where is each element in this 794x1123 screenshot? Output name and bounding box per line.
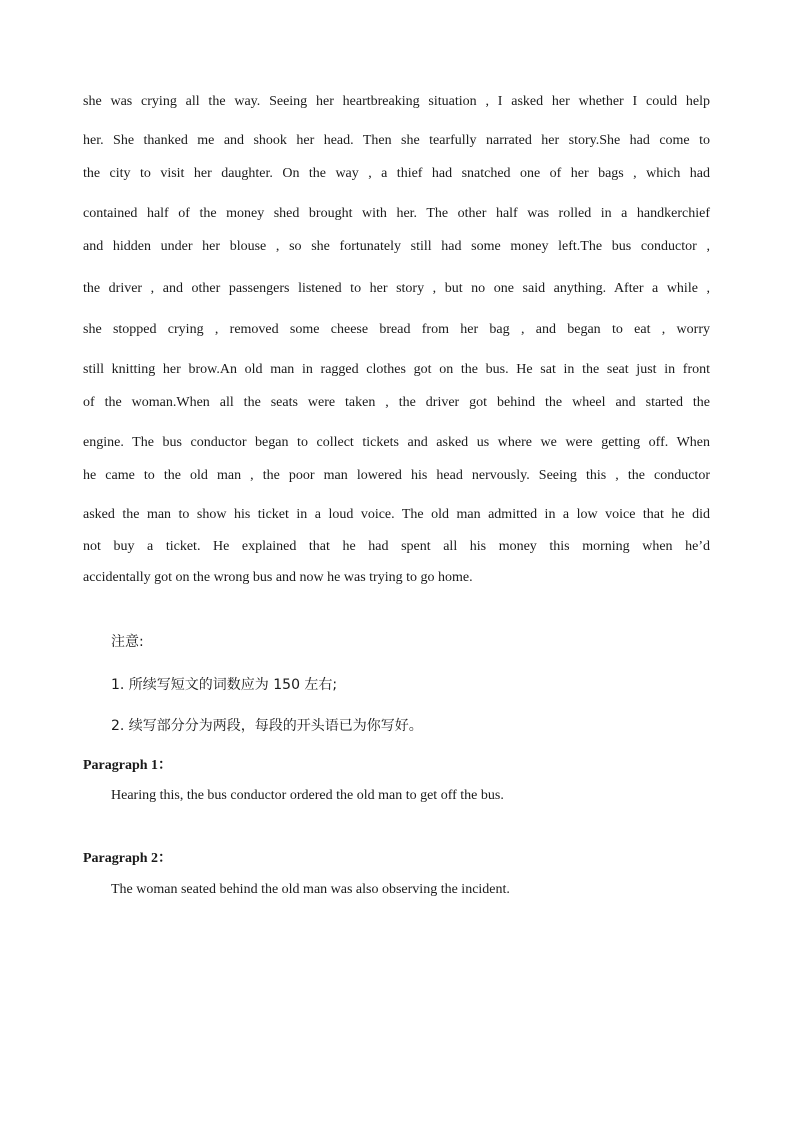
paragraph-1-starter: Hearing this, the bus conductor ordered the old man to get off the bus. bbox=[111, 788, 504, 803]
passage-line: contained half of the money shed brought with her. The other half was rolled in a handkerchief bbox=[83, 206, 710, 221]
passage-line: the driver , and other passengers listened to her story , but no one said anything. After a while , bbox=[83, 281, 710, 296]
passage-line: accidentally got on the wrong bus and now he was trying to go home. bbox=[83, 570, 473, 585]
passage-line: asked the man to show his ticket in a loud voice. The old man admitted in a low voice that he did bbox=[83, 507, 710, 522]
notes-title: 注意: bbox=[111, 634, 144, 650]
passage-line: and hidden under her blouse , so she fortunately still had some money left.The bus conductor , bbox=[83, 239, 710, 254]
passage-line: still knitting her brow.An old man in ragged clothes got on the bus. He sat in the seat just in front bbox=[83, 362, 710, 377]
passage-line: the city to visit her daughter. On the way , a thief had snatched one of her bags , which had bbox=[83, 166, 710, 181]
passage-line: he came to the old man , the poor man lowered his head nervously. Seeing this , the conductor bbox=[83, 468, 710, 483]
paragraph-2-heading: Paragraph 2： bbox=[83, 851, 173, 866]
passage-line: she was crying all the way. Seeing her heartbreaking situation , I asked her whether I could help bbox=[83, 94, 710, 109]
passage-line: she stopped crying , removed some cheese bread from her bag , and began to eat , worry bbox=[83, 322, 710, 337]
note-item: 2. 续写部分分为两段，每段的开头语已为你写好。 bbox=[111, 718, 423, 734]
paragraph-2-starter: The woman seated behind the old man was also observing the incident. bbox=[111, 882, 510, 897]
passage-line: not buy a ticket. He explained that he had spent all his money this morning when he’d bbox=[83, 539, 710, 554]
note-item: 1. 所续写短文的词数应为 150 左右; bbox=[111, 677, 338, 693]
paragraph-1-heading: Paragraph 1： bbox=[83, 758, 173, 773]
passage-line: of the woman.When all the seats were taken , the driver got behind the wheel and started the bbox=[83, 395, 710, 410]
passage-line: her. She thanked me and shook her head. Then she tearfully narrated her story.She had come to bbox=[83, 133, 710, 148]
passage-line: engine. The bus conductor began to collect tickets and asked us where we were getting off. When bbox=[83, 435, 710, 450]
